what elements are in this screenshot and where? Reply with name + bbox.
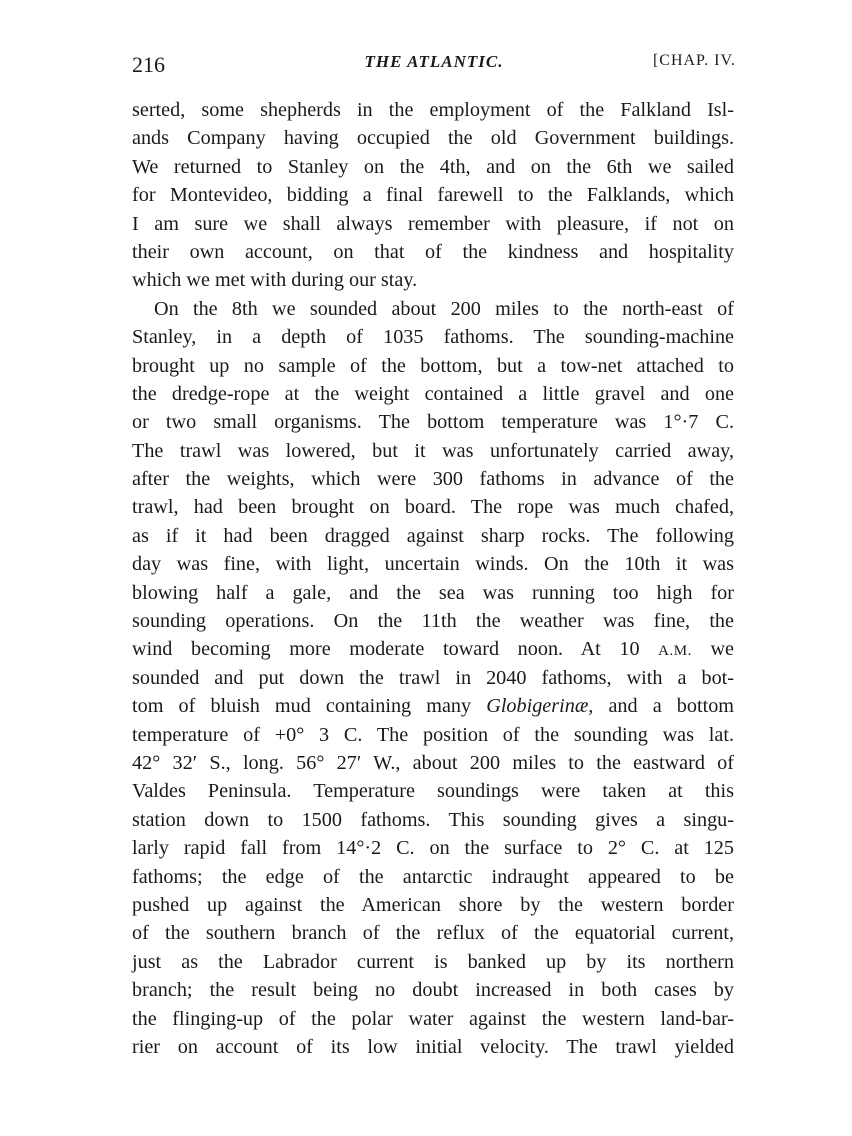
text-line: station down to 1500 fathoms. This sounding gives a singu- <box>132 808 734 831</box>
text-line: or two small organisms. The bottom temperature was 1°·7 C. <box>132 411 734 434</box>
text-line <box>132 692 734 720</box>
text-segment: tom of bluish mud containing many <box>132 695 472 718</box>
chapter-reference: [CHAP. IV. <box>652 52 736 69</box>
text-line: which we met with during our stay. <box>132 269 418 292</box>
text-line: serted, some shepherds in the employment of the Falkland Isl- <box>132 99 734 121</box>
text-line: branch; the result being no doubt increased in both cases by <box>132 979 734 1002</box>
text-segment: we <box>710 638 734 661</box>
page-number: 216 <box>132 52 165 77</box>
time-abbreviation: A.M. <box>658 643 692 660</box>
italic-term: Globigerinæ, <box>486 695 594 718</box>
text-line: The trawl was lowered, but it was unfortunately carried away, <box>132 439 734 462</box>
text-line: blowing half a gale, and the sea was running too high for <box>132 581 734 604</box>
text-line: ands Company having occupied the old Government buildings. <box>132 127 734 150</box>
text-line: trawl, had been brought on board. The rope was much chafed, <box>132 496 734 519</box>
text-segment: and a bottom <box>608 695 735 718</box>
body-text <box>132 96 734 1061</box>
text-line: sounding operations. On the 11th the weather was fine, the <box>132 610 734 633</box>
text-line: On the 8th we sounded about 200 miles to the north-east of <box>154 297 734 320</box>
text-line: their own account, on that of the kindness and hospitality <box>132 240 734 263</box>
text-line: I am sure we shall always remember with pleasure, if not on <box>132 212 734 235</box>
text-line: rier on account of its low initial velocity. The trawl yielded <box>132 1035 734 1058</box>
text-line: as if it had been dragged against sharp rocks. The following <box>132 524 734 547</box>
text-line <box>132 635 734 663</box>
text-line: We returned to Stanley on the 4th, and on the 6th we sailed <box>132 155 734 178</box>
text-line: the dredge-rope at the weight contained a little gravel and one <box>132 382 734 405</box>
text-line: fathoms; the edge of the antarctic indraught appeared to be <box>132 865 734 888</box>
text-line: 42° 32′ S., long. 56° 27′ W., about 200 miles to the eastward of <box>132 751 734 774</box>
text-line: brought up no sample of the bottom, but a tow-net attached to <box>132 354 734 377</box>
text-line: larly rapid fall from 14°·2 C. on the surface to 2° C. at 125 <box>132 837 734 860</box>
text-segment: wind becoming more moderate toward noon. At 10 <box>132 638 640 661</box>
text-line: pushed up against the American shore by the western border <box>132 893 734 916</box>
text-line: sounded and put down the trawl in 2040 fathoms, with a bot- <box>132 666 734 689</box>
running-title: THE ATLANTIC. <box>364 52 504 71</box>
text-line: Stanley, in a depth of 1035 fathoms. The sounding-machine <box>132 326 734 349</box>
text-line: after the weights, which were 300 fathoms in advance of the <box>132 468 734 491</box>
text-line: of the southern branch of the reflux of the equatorial current, <box>132 922 734 945</box>
text-line: temperature of +0° 3 C. The position of the sounding was lat. <box>132 723 734 746</box>
text-line: Valdes Peninsula. Temperature soundings were taken at this <box>132 780 734 803</box>
text-line: just as the Labrador current is banked up by its northern <box>132 950 734 973</box>
text-line: day was fine, with light, uncertain winds. On the 10th it was <box>132 553 734 576</box>
page-header <box>132 50 736 80</box>
text-line: for Montevideo, bidding a final farewell to the Falklands, which <box>132 184 734 207</box>
text-line: the flinging-up of the polar water against the western land-bar- <box>132 1007 734 1030</box>
